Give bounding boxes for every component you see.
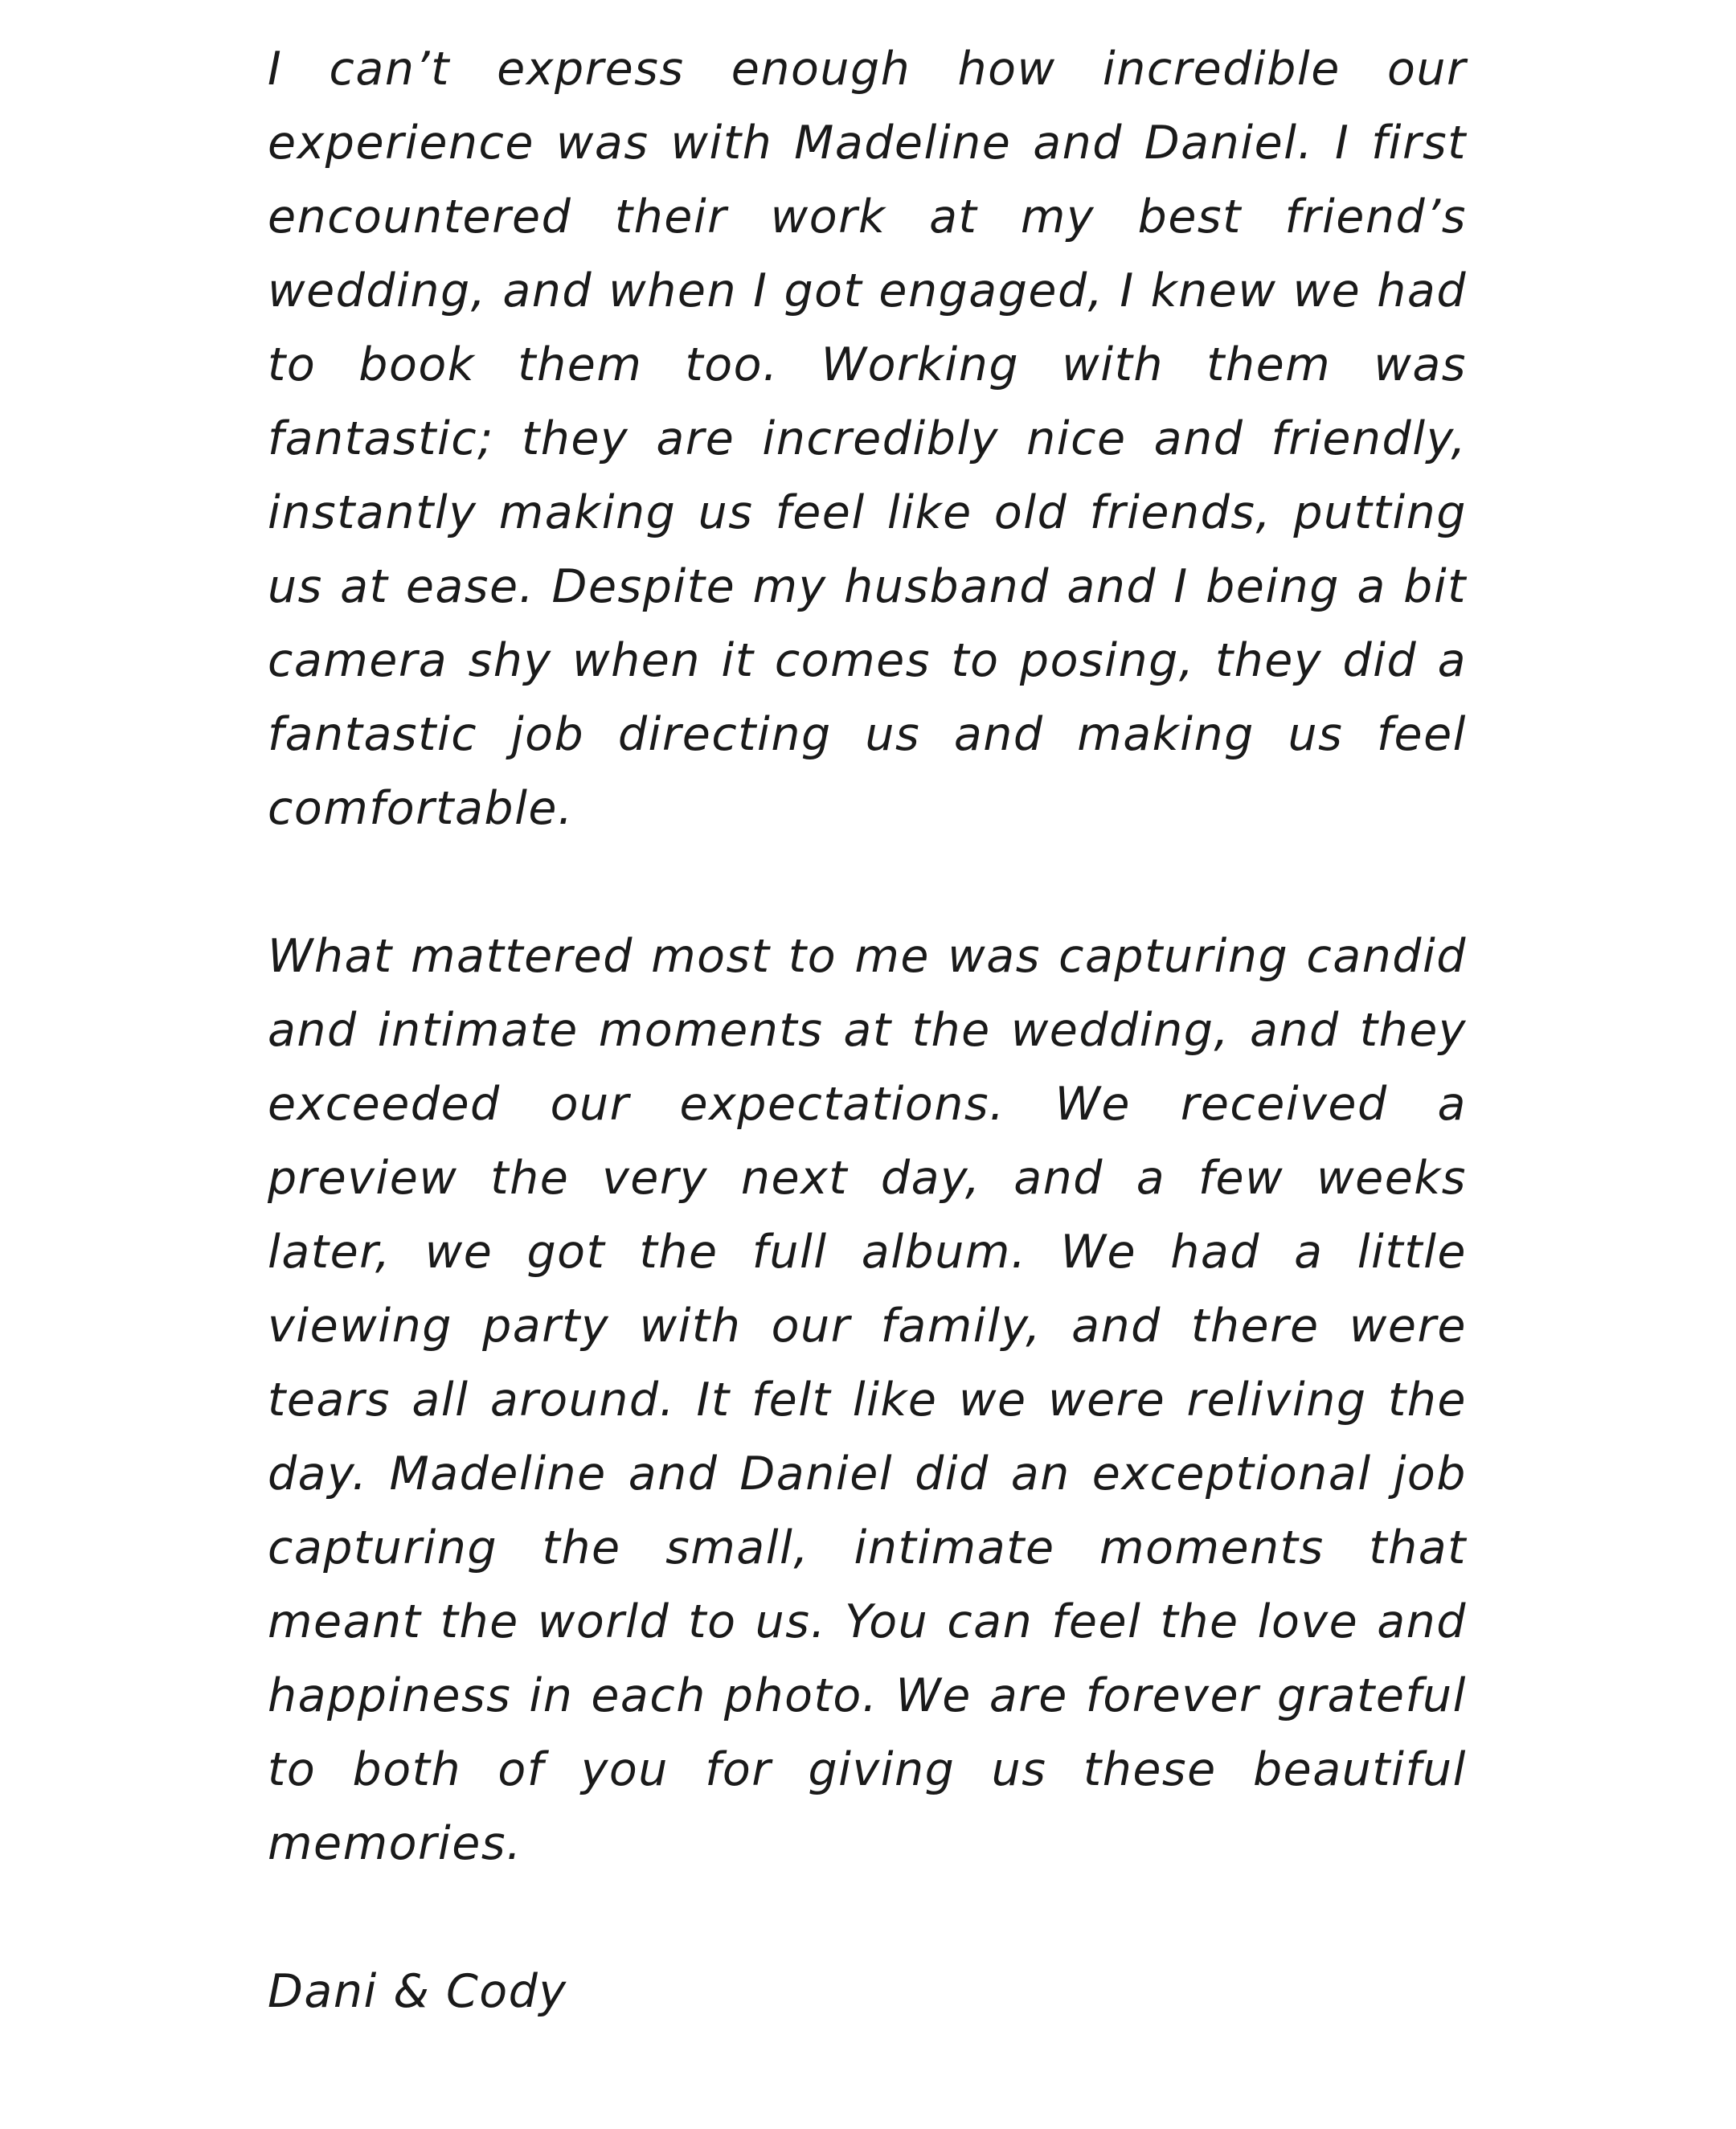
testimonial-paragraph-1: I can’t express enough how incredible our experience was with Madeline and Daniel. I first encountered their work at my best friend’s wedding, and when I got engaged, I knew we had to book them too. Working with them was fantastic; they are incredibly nice and friendly, instantly making us feel like old friends, putting us at ease. Despite my husband and I being a bit camera shy when it comes to posing, they did a fantastic job directing us and making us feel comfortable. (268, 43, 1467, 835)
testimonial-signature: Dani & Cody (268, 1965, 567, 2018)
testimonial-paragraph-2: What mattered most to me was capturing candid and intimate moments at the wedding, and they exceeded our expectations. We received a preview the very next day, and a few weeks later, we got the full album. We had a little viewing party with our family, and there were tears all around. It felt like we were reliving the day. Madeline and Daniel did an exceptional job capturing the small, intimate moments that meant the world to us. You can feel the love and happiness in each photo. We are forever grateful to both of you for giving us these beautiful memories. (268, 930, 1467, 1870)
testimonial-block (268, 32, 1467, 2029)
